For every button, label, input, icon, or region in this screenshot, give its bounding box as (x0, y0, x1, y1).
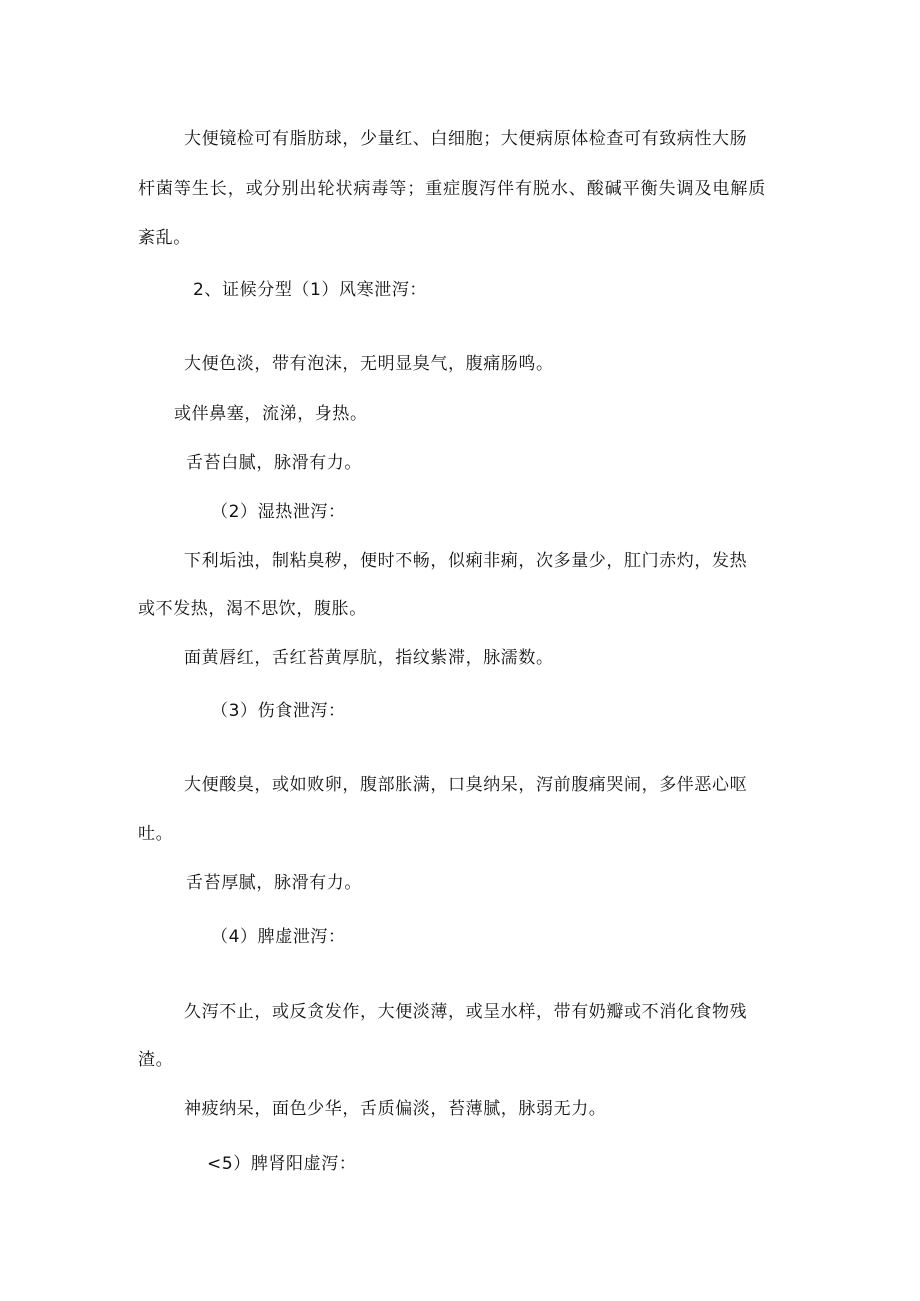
paragraph-line: 大便镜检可有脂肪球，少量红、白细胞；大便病原体检查可有致病性大肠 (184, 129, 748, 149)
paragraph-line: 或不发热，渴不思饮，腹胀。 (138, 599, 367, 619)
paragraph-line: 或伴鼻塞，流涕，身热。 (174, 404, 368, 424)
paragraph-line: 紊乱。 (138, 228, 191, 248)
subsection-heading: （2）湿热泄泻： (211, 502, 346, 522)
paragraph-line: 舌苔厚腻，脉滑有力。 (186, 873, 362, 893)
paragraph-line: 久泻不止，或反贪发作，大便淡薄，或呈水样，带有奶瓣或不消化食物残 (184, 1002, 748, 1022)
section-heading: 2、证候分型（1）风寒泄泻： (193, 280, 428, 300)
paragraph-line: 大便色淡，带有泡沫，无明显臭气，腹痛肠鸣。 (184, 354, 554, 374)
paragraph-line: 大便酸臭，或如败卵，腹部胀满，口臭纳呆，泻前腹痛哭闹，多伴恶心呕 (184, 775, 748, 795)
paragraph-line: 神疲纳呆，面色少华，舌质偏淡，苔薄腻，脉弱无力。 (184, 1099, 607, 1119)
subsection-heading: （3）伤食泄泻： (211, 701, 346, 721)
paragraph-line: 渣。 (138, 1050, 174, 1070)
paragraph-line: 吐。 (138, 824, 174, 844)
subsection-heading: （4）脾虚泄泻： (211, 927, 346, 947)
paragraph-line: 舌苔白腻，脉滑有力。 (186, 453, 362, 473)
subsection-heading: <5）脾肾阳虚泻： (207, 1154, 357, 1174)
paragraph-line: 面黄唇红，舌红苔黄厚肮，指纹紫滞，脉濡数。 (184, 648, 554, 668)
paragraph-line: 杆菌等生长，或分别出轮状病毒等；重症腹泻伴有脱水、酸碱平衡失调及电解质 (138, 179, 767, 199)
paragraph-line: 下利垢浊，制粘臭秽，便时不畅，似痢非痢，次多量少，肛门赤灼，发热 (184, 551, 748, 571)
